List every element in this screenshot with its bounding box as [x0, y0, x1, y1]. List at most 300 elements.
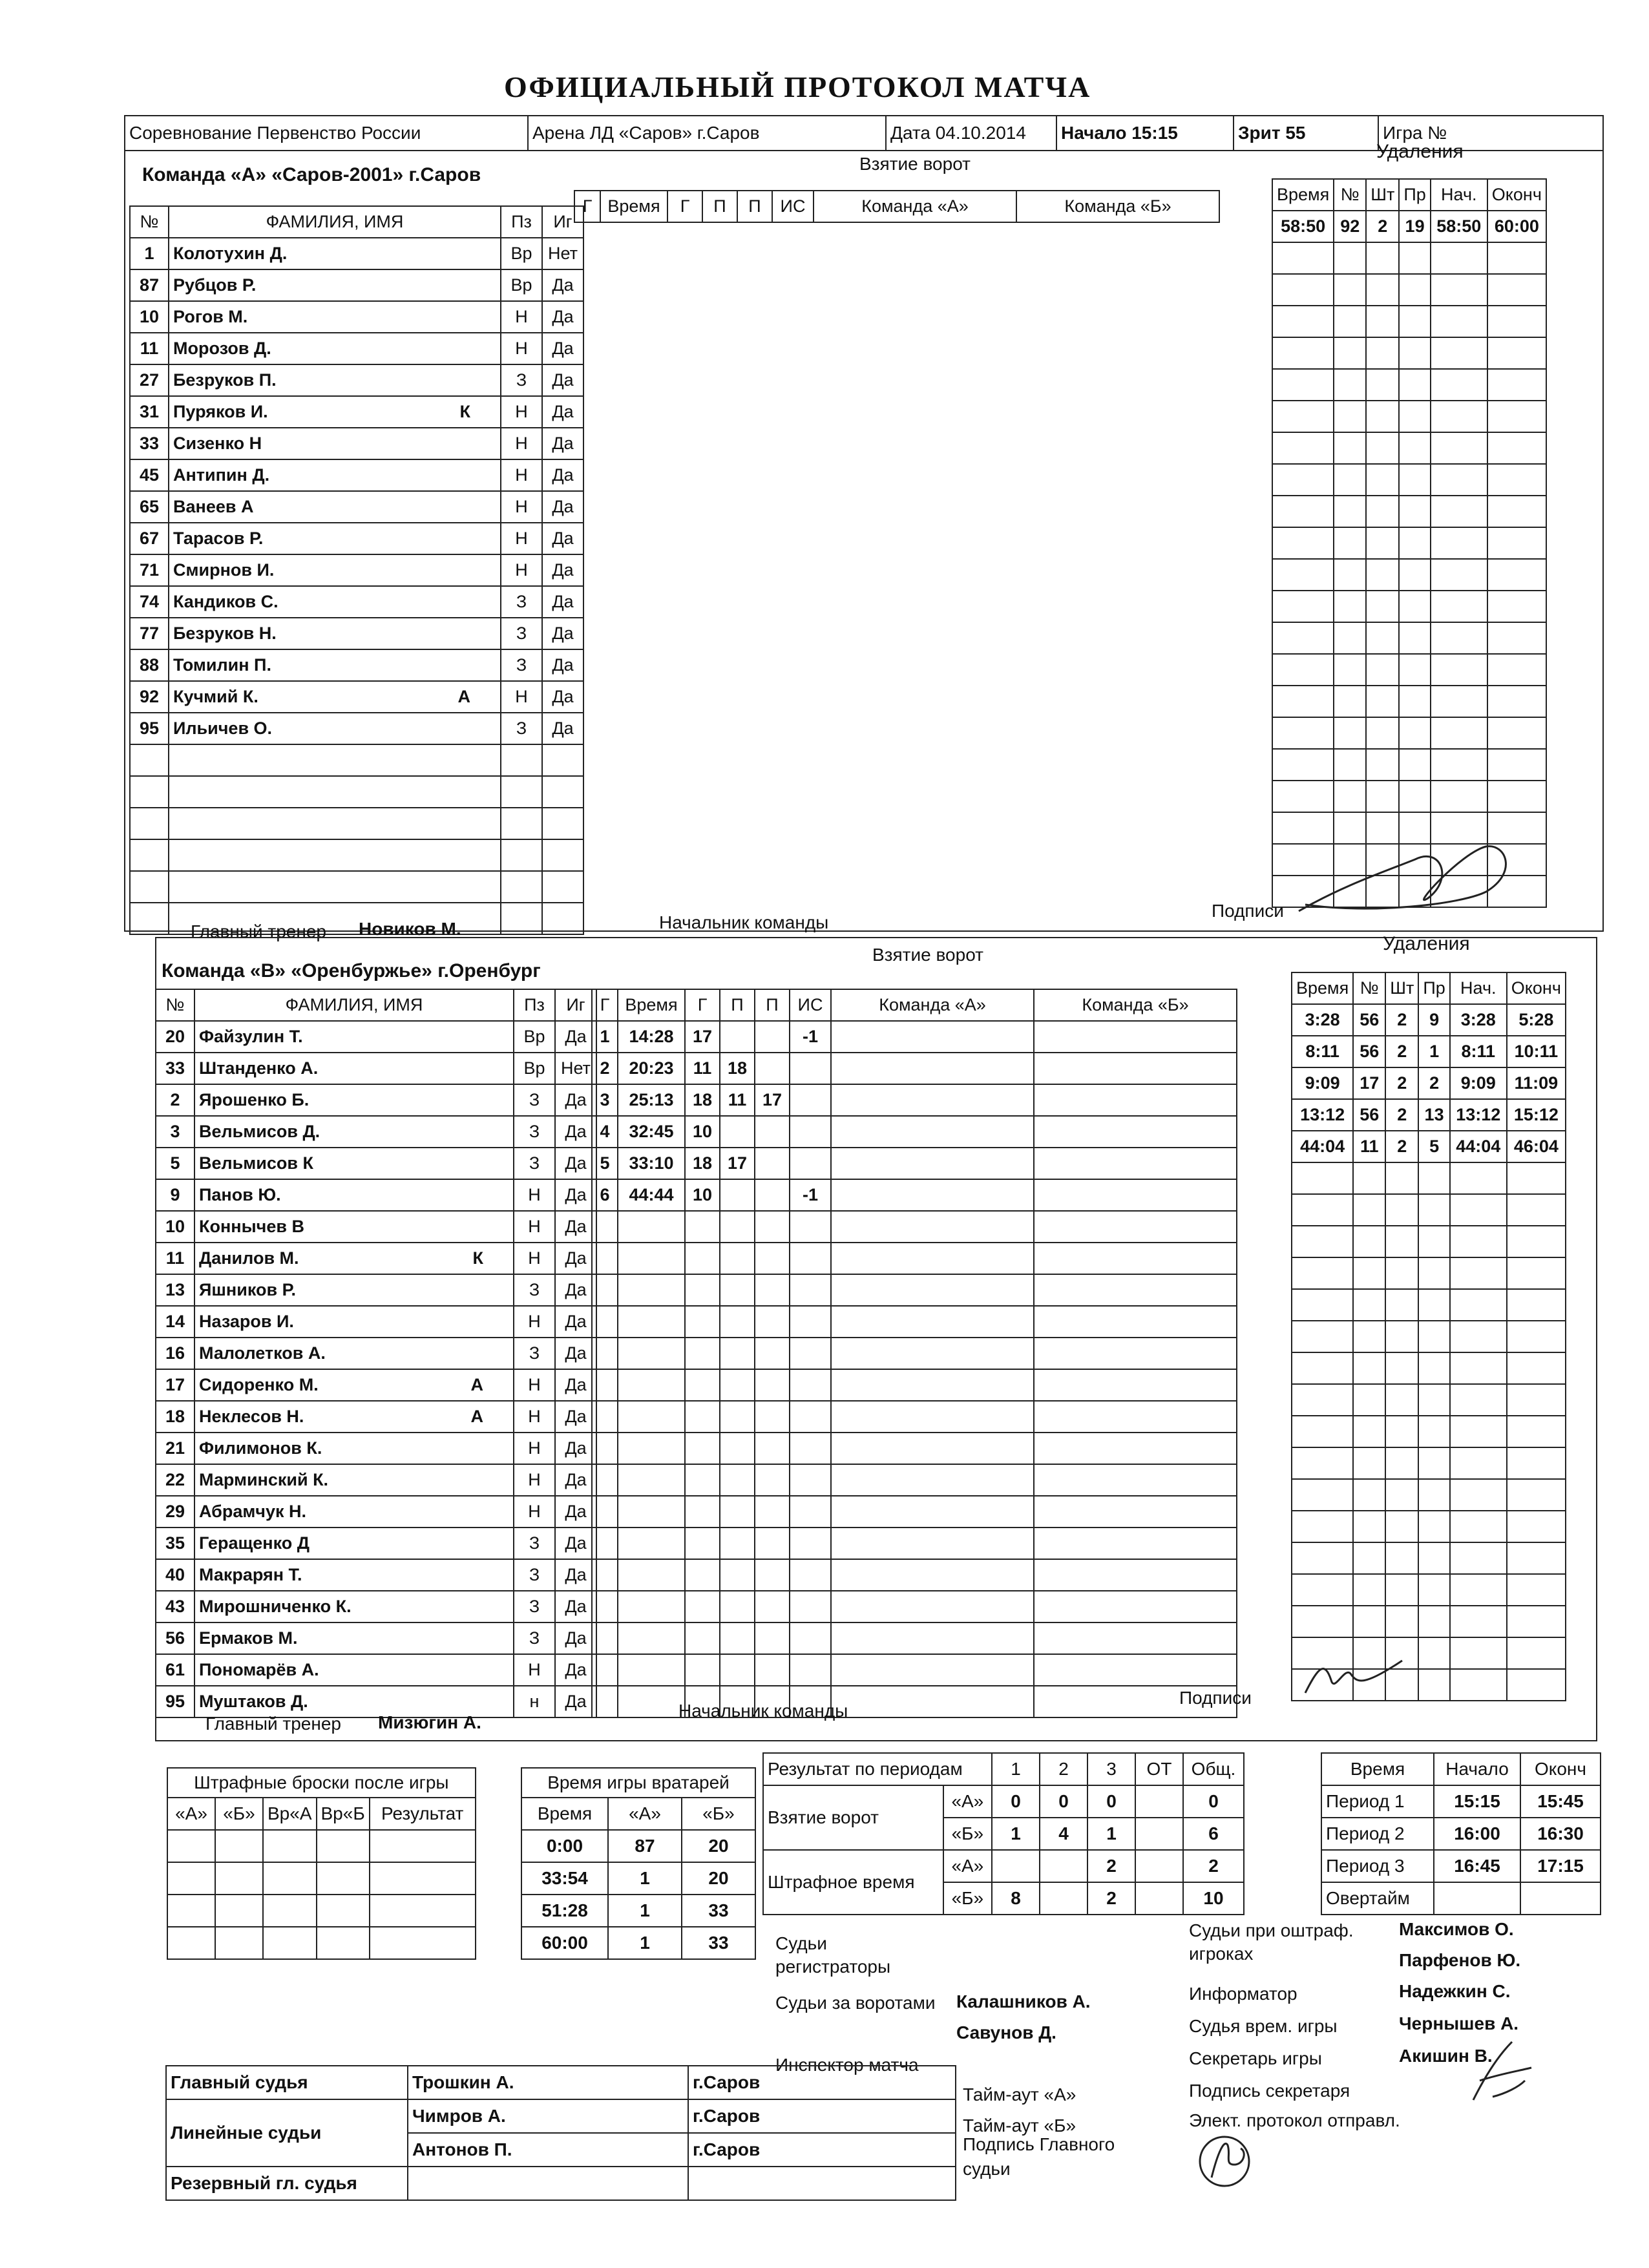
linesman-1-city: г.Саров [688, 2099, 956, 2133]
player-name [194, 1179, 514, 1211]
penalty-row [1272, 781, 1546, 812]
pen-col-no: № [1334, 179, 1366, 211]
player-name [169, 618, 501, 649]
penalty-sht [1366, 686, 1399, 717]
goal-p1: 17 [720, 1148, 755, 1179]
team-b-player-row [156, 1179, 596, 1211]
penalty-sht [1366, 717, 1399, 749]
player-played: Да [542, 681, 583, 713]
penalty-row [1292, 1194, 1566, 1226]
goal-team-a-on-ice [831, 1559, 1034, 1591]
player-name-text: Сизенко Н [173, 434, 262, 453]
penalty-pr: 5 [1418, 1131, 1449, 1162]
goal-g [592, 1401, 618, 1433]
team-b-coach-label: Главный тренер [205, 1714, 341, 1734]
penalty-end [1507, 1574, 1566, 1606]
pen-col-end: Оконч [1507, 972, 1566, 1004]
goal-p2 [755, 1559, 790, 1591]
penalty-time [1292, 1511, 1353, 1542]
goal-row [592, 1528, 1237, 1559]
penalty-sht [1385, 1162, 1418, 1194]
goalie-time-row [521, 1830, 755, 1862]
player-name-text: Коннычев В [199, 1217, 304, 1236]
penalty-end [1507, 1194, 1566, 1226]
penalty-start [1431, 274, 1487, 306]
penalty-time [1272, 464, 1334, 496]
goal-time [618, 1591, 685, 1622]
penalty-time [1272, 401, 1334, 432]
penalty-sht [1385, 1384, 1418, 1416]
penalty-time [1272, 591, 1334, 622]
captain-mark: К [459, 402, 470, 421]
col-goal-no: Г [574, 191, 600, 222]
head-referee-signature-label: Подпись Главного судьи [963, 2134, 1115, 2179]
player-position: З [501, 649, 542, 681]
goals-a-ot [1135, 1785, 1183, 1818]
goal-team-a-on-ice [831, 1053, 1034, 1084]
period-row [1321, 1785, 1601, 1818]
goal-time [618, 1243, 685, 1274]
pen-col-start: Нач. [1431, 179, 1487, 211]
periods-table [1321, 1752, 1601, 1915]
period-name: Период 3 [1321, 1850, 1434, 1882]
player-played: Да [542, 523, 583, 554]
goalie-b: 20 [682, 1830, 755, 1862]
col-goal-time: Время [600, 191, 667, 222]
penalty-time: 13:12 [1292, 1099, 1353, 1131]
penalty-pr [1418, 1226, 1449, 1257]
spectators: Зрит 55 [1234, 116, 1378, 151]
penalty-pr [1418, 1321, 1449, 1352]
penalty-time [1292, 1321, 1353, 1352]
penalty-no [1353, 1479, 1385, 1511]
goal-time [618, 1654, 685, 1686]
periods-col-end: Оконч [1520, 1753, 1601, 1785]
goal-gg: 10 [685, 1179, 720, 1211]
penalty-start [1450, 1257, 1507, 1289]
penalty-row [1292, 1004, 1566, 1036]
penalty-start: 44:04 [1450, 1131, 1507, 1162]
goal-g [592, 1559, 618, 1591]
penalty-start [1450, 1162, 1507, 1194]
pim-a-ot [1135, 1850, 1183, 1882]
penalty-time [1292, 1574, 1353, 1606]
goal-p1 [720, 1654, 755, 1686]
goal-gg [685, 1622, 720, 1654]
player-number: 18 [156, 1401, 194, 1433]
player-name [194, 1433, 514, 1464]
goal-p2 [755, 1654, 790, 1686]
penalty-no [1334, 306, 1366, 337]
penalty-end [1487, 654, 1546, 686]
goal-team-b-on-ice [1034, 1622, 1237, 1654]
player-played: Да [555, 1306, 596, 1338]
goal-team-a-on-ice [831, 1306, 1034, 1338]
shootout-title: Штрафные броски после игры [167, 1768, 476, 1798]
player-position [501, 839, 542, 871]
penalty-row [1292, 1574, 1566, 1606]
goal-row [592, 1243, 1237, 1274]
penalty-sht [1385, 1606, 1418, 1637]
results-row-a: «А» [943, 1785, 992, 1818]
col-pos: Пз [501, 206, 542, 238]
penalty-end [1507, 1257, 1566, 1289]
col-pos: Пз [514, 989, 555, 1021]
team-b-player-row [156, 1496, 596, 1528]
head-referee-city: г.Саров [688, 2066, 956, 2099]
player-played: Нет [542, 238, 583, 269]
goal-team-b-on-ice [1034, 1401, 1237, 1433]
player-number: 29 [156, 1496, 194, 1528]
pim-a-p1 [992, 1850, 1040, 1882]
penalty-end [1507, 1479, 1566, 1511]
goal-p1 [720, 1433, 755, 1464]
goal-team-b-on-ice [1034, 1211, 1237, 1243]
goal-g [592, 1464, 618, 1496]
match-start: Начало 15:15 [1056, 116, 1234, 151]
penalty-time: 3:28 [1292, 1004, 1353, 1036]
player-number: 9 [156, 1179, 194, 1211]
goal-time: 33:10 [618, 1148, 685, 1179]
player-played: Да [542, 301, 583, 333]
team-b-penalties [1291, 972, 1566, 1701]
player-name-text: Кучмий К. [173, 687, 258, 706]
player-played [542, 871, 583, 903]
penalty-no [1353, 1321, 1385, 1352]
goal-g [592, 1243, 618, 1274]
player-name [169, 871, 501, 903]
goals-b-ot [1135, 1818, 1183, 1850]
penalty-no [1334, 242, 1366, 274]
col-name: ФАМИЛИЯ, ИМЯ [194, 989, 514, 1021]
col-assist-1: П [702, 191, 737, 222]
player-number: 35 [156, 1528, 194, 1559]
team-b-penalties-section: Удаления [1383, 933, 1470, 954]
penalty-box-judge-1: Максимов О. [1399, 1919, 1514, 1939]
player-played [542, 839, 583, 871]
goal-time [618, 1496, 685, 1528]
results-col-2: 2 [1040, 1753, 1087, 1785]
penalty-end [1487, 401, 1546, 432]
period-start: 16:00 [1434, 1818, 1520, 1850]
penalty-row [1292, 1067, 1566, 1099]
results-col-1: 1 [992, 1753, 1040, 1785]
goalie-time-title: Время игры вратарей [521, 1768, 755, 1798]
goal-gg: 18 [685, 1148, 720, 1179]
player-number: 95 [156, 1686, 194, 1717]
goal-team-a-on-ice [831, 1528, 1034, 1559]
player-played: Да [555, 1021, 596, 1053]
penalty-no [1334, 401, 1366, 432]
penalty-sht [1366, 527, 1399, 559]
goal-gg: 17 [685, 1021, 720, 1053]
player-name [169, 713, 501, 744]
player-number: 67 [130, 523, 169, 554]
penalty-end [1487, 432, 1546, 464]
goals-a-p3: 0 [1087, 1785, 1135, 1818]
linesmen-label: Линейные судьи [166, 2099, 408, 2167]
team-a-player-row [130, 459, 583, 491]
penalty-pr [1399, 401, 1430, 432]
goal-team-a-on-ice [831, 1338, 1034, 1369]
goal-p1 [720, 1401, 755, 1433]
player-name-text: Пономарёв А. [199, 1660, 319, 1679]
goal-row [592, 1369, 1237, 1401]
goals-a-p2: 0 [1040, 1785, 1087, 1818]
penalty-pr [1418, 1352, 1449, 1384]
player-name [194, 1338, 514, 1369]
penalty-pr [1399, 306, 1430, 337]
linesman-2: Антонов П. [408, 2133, 688, 2167]
timekeeper: Чернышев А. [1399, 2013, 1519, 2033]
period-name: Период 1 [1321, 1785, 1434, 1818]
penalty-pr: 9 [1418, 1004, 1449, 1036]
penalty-pr [1399, 622, 1430, 654]
penalty-pr [1418, 1416, 1449, 1447]
penalty-end [1507, 1416, 1566, 1447]
player-name-text: Яшников Р. [199, 1280, 297, 1299]
player-position: Н [514, 1496, 555, 1528]
penalty-time [1292, 1384, 1353, 1416]
penalty-start [1450, 1606, 1507, 1637]
player-number: 10 [130, 301, 169, 333]
player-played: Нет [555, 1053, 596, 1084]
penalty-sht: 2 [1385, 1036, 1418, 1067]
player-name [194, 1243, 514, 1274]
player-position: Н [501, 523, 542, 554]
pen-col-time: Время [1292, 972, 1353, 1004]
penalty-pr [1418, 1479, 1449, 1511]
penalty-row [1292, 1036, 1566, 1067]
team-b-player-row [156, 1211, 596, 1243]
arena: Арена ЛД «Саров» г.Саров [528, 116, 886, 151]
goal-g [592, 1654, 618, 1686]
document-title: ОФИЦИАЛЬНЫЙ ПРОТОКОЛ МАТЧА [504, 70, 1091, 103]
penalty-start [1431, 622, 1487, 654]
team-a-coach: Новиков М. [359, 919, 461, 939]
goal-row [592, 1116, 1237, 1148]
goal-time [618, 1622, 685, 1654]
team-a-player-row [130, 713, 583, 744]
informer-label: Информатор [1189, 1984, 1297, 2004]
penalty-start: 58:50 [1431, 211, 1487, 242]
team-a-player-row [130, 776, 583, 808]
goal-is [790, 1622, 831, 1654]
player-played [542, 903, 583, 934]
penalty-time [1272, 559, 1334, 591]
penalty-row [1292, 1352, 1566, 1384]
goal-is [790, 1211, 831, 1243]
team-b-player-row [156, 1528, 596, 1559]
penalty-start [1450, 1574, 1507, 1606]
player-number: 1 [130, 238, 169, 269]
penalty-no [1353, 1447, 1385, 1479]
goal-time: 20:23 [618, 1053, 685, 1084]
period-start: 15:15 [1434, 1785, 1520, 1818]
goal-g [592, 1433, 618, 1464]
penalty-time [1292, 1226, 1353, 1257]
period-end: 17:15 [1520, 1850, 1601, 1882]
player-name [194, 1464, 514, 1496]
team-a-player-row [130, 333, 583, 364]
goal-g: 2 [592, 1053, 618, 1084]
goal-p2 [755, 1591, 790, 1622]
goal-is [790, 1116, 831, 1148]
period-end: 16:30 [1520, 1818, 1601, 1850]
secretary-label: Секретарь игры [1189, 2048, 1322, 2068]
pen-col-minutes: Шт [1366, 179, 1399, 211]
player-name [169, 364, 501, 396]
player-name [194, 1211, 514, 1243]
goal-p2 [755, 1496, 790, 1528]
player-played: Да [542, 459, 583, 491]
penalty-end [1487, 717, 1546, 749]
player-position [501, 808, 542, 839]
penalty-sht [1385, 1352, 1418, 1384]
team-b-player-row [156, 1622, 596, 1654]
player-name [194, 1401, 514, 1433]
results-col-3: 3 [1087, 1753, 1135, 1785]
penalty-row [1272, 527, 1546, 559]
penalty-pr [1418, 1637, 1449, 1669]
player-name-text: Штанденко А. [199, 1058, 319, 1078]
penalty-no [1334, 622, 1366, 654]
captain-mark: А [470, 1407, 483, 1426]
goal-gg [685, 1559, 720, 1591]
shootout-col-goalie-a: Вр«А [263, 1798, 317, 1830]
goal-gg [685, 1306, 720, 1338]
penalty-no [1334, 464, 1366, 496]
team-a-player-row [130, 554, 583, 586]
goal-team-a-on-ice [831, 1591, 1034, 1622]
player-name [194, 1528, 514, 1559]
goal-is [790, 1084, 831, 1116]
team-a-chief-label: Начальник команды [659, 912, 829, 932]
penalty-end [1487, 686, 1546, 717]
player-name-text: Макрарян Т. [199, 1565, 302, 1584]
player-played: Да [555, 1274, 596, 1306]
player-name [169, 301, 501, 333]
penalty-time [1292, 1352, 1353, 1384]
team-b-roster [155, 989, 597, 1718]
col-team-b: Команда «Б» [1034, 989, 1237, 1021]
player-number: 14 [156, 1306, 194, 1338]
pim-b-p1: 8 [992, 1882, 1040, 1915]
period-start: 16:45 [1434, 1850, 1520, 1882]
col-goal-no: Г [592, 989, 618, 1021]
penalty-row [1272, 432, 1546, 464]
player-played: Да [542, 396, 583, 428]
penalty-end [1487, 274, 1546, 306]
player-played: Да [555, 1622, 596, 1654]
goal-p2 [755, 1243, 790, 1274]
player-number: 33 [156, 1053, 194, 1084]
player-position [501, 776, 542, 808]
penalty-sht [1385, 1447, 1418, 1479]
penalty-time [1272, 749, 1334, 781]
player-name-text: Безруков П. [173, 370, 277, 390]
goal-p2 [755, 1148, 790, 1179]
player-name-text: Безруков Н. [173, 624, 277, 643]
goal-row [592, 1179, 1237, 1211]
penalty-time [1272, 654, 1334, 686]
shootout-col-b: «Б» [215, 1798, 263, 1830]
team-a-player-row [130, 269, 583, 301]
player-position: Н [514, 1433, 555, 1464]
pen-col-start: Нач. [1450, 972, 1507, 1004]
player-position: Н [514, 1243, 555, 1274]
goal-row [592, 1654, 1237, 1686]
penalty-pr [1418, 1162, 1449, 1194]
goalie-time-row [521, 1895, 755, 1927]
player-played: Да [555, 1338, 596, 1369]
penalty-end [1507, 1511, 1566, 1542]
goal-team-a-on-ice [831, 1084, 1034, 1116]
penalty-sht [1366, 464, 1399, 496]
penalty-pr [1418, 1606, 1449, 1637]
penalty-sht [1366, 654, 1399, 686]
goal-row [592, 1053, 1237, 1084]
goal-is [790, 1148, 831, 1179]
goalie-time: 33:54 [521, 1862, 608, 1895]
player-number: 61 [156, 1654, 194, 1686]
penalty-end [1507, 1384, 1566, 1416]
player-number [130, 903, 169, 934]
penalty-start [1431, 654, 1487, 686]
penalty-time [1272, 432, 1334, 464]
goal-is [790, 1274, 831, 1306]
goal-team-a-on-ice [831, 1243, 1034, 1274]
penalty-end [1507, 1542, 1566, 1574]
goalie-time: 51:28 [521, 1895, 608, 1927]
goal-team-a-on-ice [831, 1021, 1034, 1053]
goal-row [592, 1496, 1237, 1528]
player-played: Да [555, 1654, 596, 1686]
penalty-end [1487, 559, 1546, 591]
team-b-player-row [156, 1274, 596, 1306]
penalty-time [1272, 622, 1334, 654]
penalty-sht [1366, 337, 1399, 369]
results-row-b: «Б» [943, 1882, 992, 1915]
penalty-row [1292, 1321, 1566, 1352]
player-name-text: Панов Ю. [199, 1185, 281, 1204]
player-name-text: Томилин П. [173, 655, 271, 675]
goal-row [592, 1433, 1237, 1464]
goalie-a: 1 [608, 1927, 682, 1959]
goal-time [618, 1274, 685, 1306]
player-played: Да [555, 1116, 596, 1148]
goalie-time-row [521, 1862, 755, 1895]
penalty-no [1334, 717, 1366, 749]
penalty-start [1431, 242, 1487, 274]
player-played: Да [555, 1148, 596, 1179]
team-b-goals [591, 989, 1237, 1718]
penalty-time [1272, 686, 1334, 717]
penalty-pr: 2 [1418, 1067, 1449, 1099]
team-a-signature [1292, 834, 1525, 924]
match-date: Дата 04.10.2014 [886, 116, 1056, 151]
team-a-player-row [130, 523, 583, 554]
goal-p2 [755, 1211, 790, 1243]
player-position: Н [514, 1211, 555, 1243]
penalty-row [1292, 1289, 1566, 1321]
goal-p1: 18 [720, 1053, 755, 1084]
team-a-player-row [130, 428, 583, 459]
goalie-time: 0:00 [521, 1830, 608, 1862]
player-name-text: Малолетков А. [199, 1343, 326, 1363]
penalty-no [1334, 781, 1366, 812]
goal-time [618, 1306, 685, 1338]
